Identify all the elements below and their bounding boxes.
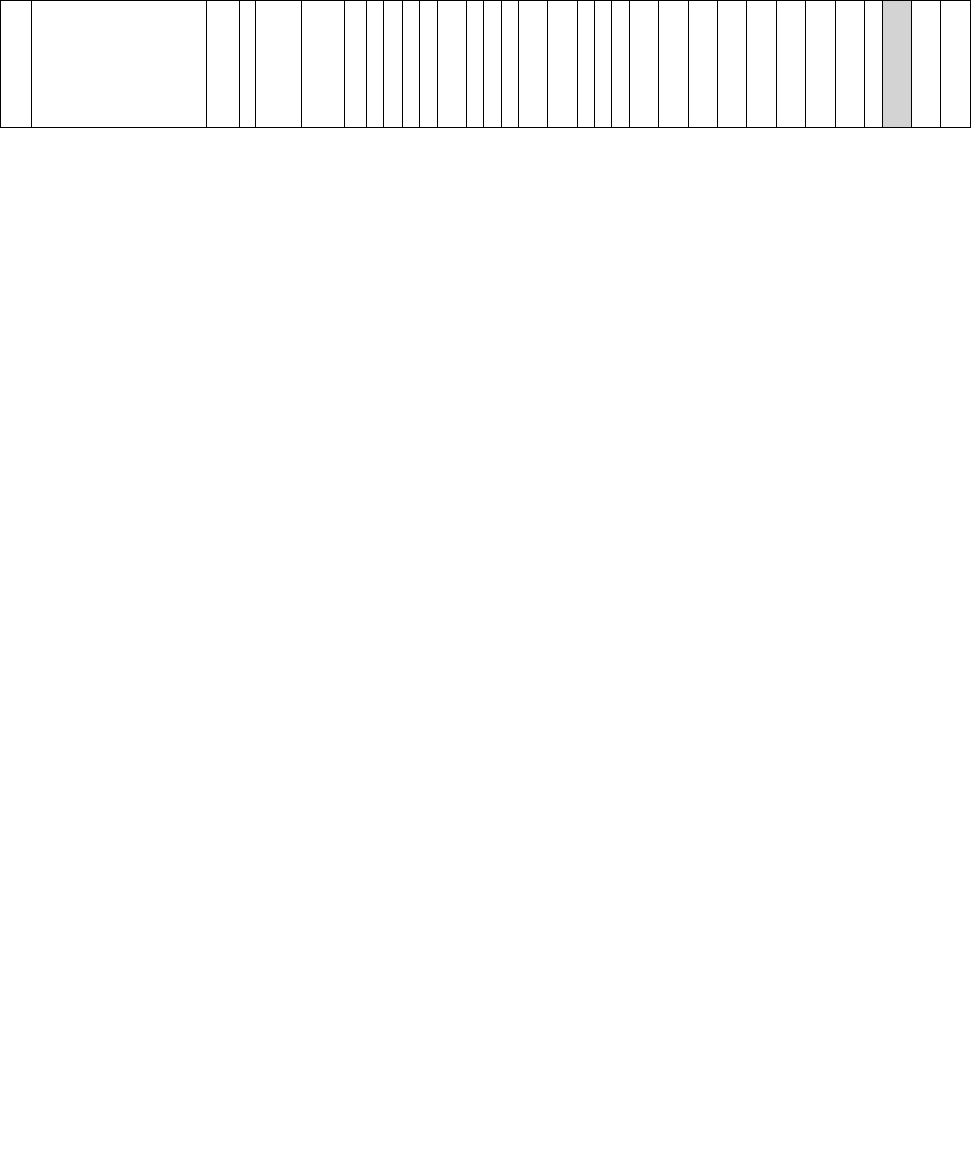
ranking-table: [0, 0, 971, 128]
col-header-event-13: [595, 1, 612, 128]
col-header-event-21: [806, 1, 835, 128]
col-header-bonus: [239, 1, 255, 128]
col-header-event-12: [577, 1, 594, 128]
col-header-event-2: [366, 1, 383, 128]
col-header-event-14: [612, 1, 629, 128]
col-header-event-18: [718, 1, 747, 128]
col-header-player: [32, 1, 207, 128]
col-header-event-25: [912, 1, 941, 128]
col-header-event-20: [776, 1, 805, 128]
col-header-event-16: [659, 1, 688, 128]
col-header-event-7: [467, 1, 484, 128]
col-header-event-4: [403, 1, 420, 128]
col-header-event-3: [383, 1, 402, 128]
col-header-event-8: [484, 1, 501, 128]
col-header-event-22: [835, 1, 864, 128]
col-header-event-6: [437, 1, 466, 128]
col-header-event-26: [941, 1, 971, 128]
col-header-event-10: [518, 1, 547, 128]
col-header-event-9: [501, 1, 518, 128]
header-row: [1, 1, 971, 128]
col-header-event-23: [865, 1, 882, 128]
col-header-total: [301, 1, 345, 128]
col-header-pos: [1, 1, 32, 128]
col-header-event-19: [747, 1, 776, 128]
col-header-event-17: [688, 1, 717, 128]
col-header-nat: [207, 1, 240, 128]
col-header-event-1: [345, 1, 366, 128]
col-header-event-24: [882, 1, 911, 128]
col-header-event-11: [548, 1, 577, 128]
col-header-event-5: [420, 1, 437, 128]
col-header-event-15: [629, 1, 658, 128]
col-header-points: [255, 1, 301, 128]
